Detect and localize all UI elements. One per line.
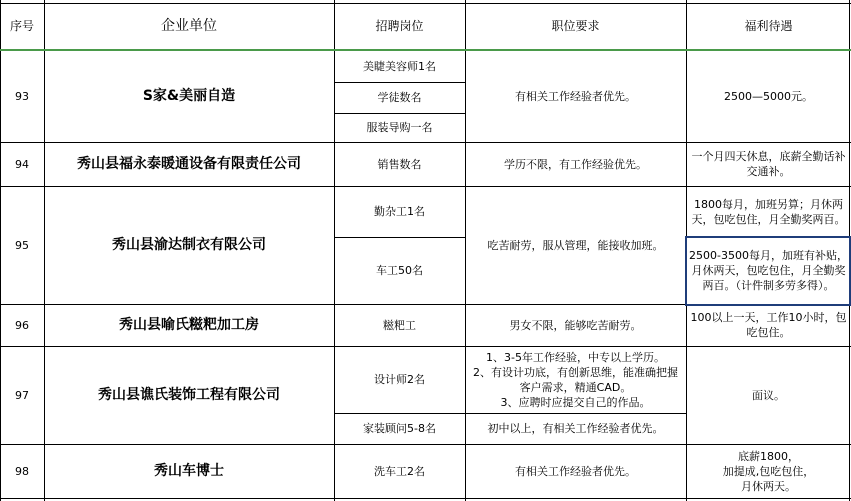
cell-welfare[interactable]: 一个月四天休息，底薪全勤话补交通补。 — [691, 150, 846, 178]
cell-welfare[interactable]: 2500-3500每月，加班有补贴，月休两天，包吃包住，月全勤奖两百。（计件制多劳多得）。 — [689, 249, 848, 292]
grid-line — [0, 186, 851, 187]
cell-requirement[interactable]: 1、3-5年工作经验，中专以上学历。 2、有设计功底，有创新思维，能准确把握客户需求，精通CAD。 3、应聘时应提交自己的作品。 — [473, 350, 678, 409]
cell-company[interactable]: S家&美丽自造 — [142, 88, 236, 104]
header-requirement[interactable]: 职位要求 — [551, 19, 600, 33]
cell-welfare[interactable]: 100以上一天，工作10小时，包吃包住。 — [690, 311, 847, 339]
cell-position[interactable]: 学徒数名 — [377, 91, 422, 104]
grid-line — [334, 413, 686, 414]
grid-line — [0, 444, 851, 445]
grid-line — [334, 113, 465, 114]
header-separator — [0, 49, 851, 51]
cell-requirement[interactable]: 有相关工作经验者优先。 — [515, 464, 636, 478]
cell-company[interactable]: 秀山县渝达制衣有限公司 — [112, 236, 266, 253]
grid-line — [334, 0, 335, 501]
cell-position[interactable]: 销售数名 — [377, 157, 422, 171]
cell-welfare[interactable]: 1800每月，加班另算；月休两天，包吃包住，月全勤奖两百。 — [691, 197, 846, 226]
cell-position[interactable]: 车工50名 — [376, 264, 423, 277]
cell-seq[interactable]: 93 — [15, 90, 29, 103]
header-seq[interactable]: 序号 — [9, 19, 34, 33]
cell-company[interactable]: 秀山县喻氏糍粑加工房 — [119, 316, 259, 333]
cell-seq[interactable]: 97 — [15, 388, 29, 402]
grid-line — [465, 0, 466, 501]
cell-seq[interactable]: 98 — [15, 464, 29, 478]
grid-line — [334, 82, 465, 83]
cell-position[interactable]: 家装顾问5-8名 — [363, 422, 436, 435]
selected-cell-highlight — [685, 236, 851, 306]
cell-seq[interactable]: 94 — [15, 157, 29, 171]
cell-company[interactable]: 秀山车博士 — [154, 462, 224, 479]
cell-position[interactable]: 服装导购一名 — [366, 121, 433, 134]
cell-welfare[interactable]: 2500—5000元。 — [724, 90, 813, 103]
cell-welfare[interactable]: 底薪1800， 加提成,包吃包住， 月休两天。 — [722, 449, 815, 493]
cell-company[interactable]: 秀山县福永泰暖通设备有限责任公司 — [77, 155, 301, 172]
header-company[interactable]: 企业单位 — [161, 18, 217, 34]
grid-line — [0, 3, 851, 4]
grid-line — [0, 498, 851, 499]
cell-seq[interactable]: 96 — [15, 318, 29, 332]
header-welfare[interactable]: 福利待遇 — [744, 19, 793, 33]
header-position[interactable]: 招聘岗位 — [375, 19, 424, 33]
cell-company[interactable]: 秀山县谯氏装饰工程有限公司 — [98, 386, 280, 403]
cell-welfare[interactable]: 面议。 — [752, 388, 785, 402]
grid-line — [0, 142, 851, 143]
cell-position[interactable]: 糍粑工 — [383, 318, 416, 332]
cell-requirement[interactable]: 吃苦耐劳，服从管理，能接收加班。 — [487, 238, 664, 252]
cell-position[interactable]: 勤杂工1名 — [374, 205, 425, 218]
cell-requirement[interactable]: 学历不限，有工作经验优先。 — [504, 157, 647, 171]
cell-position[interactable]: 设计师2名 — [374, 373, 425, 386]
cell-requirement[interactable]: 初中以上，有相关工作经验者优先。 — [487, 422, 664, 435]
grid-line — [0, 346, 851, 347]
cell-position[interactable]: 美睫美容师1名 — [363, 60, 436, 73]
cell-position[interactable]: 洗车工2名 — [374, 464, 425, 478]
cell-requirement[interactable]: 有相关工作经验者优先。 — [515, 90, 636, 103]
grid-line — [0, 0, 1, 501]
cell-seq[interactable]: 95 — [15, 238, 29, 252]
grid-line — [334, 237, 465, 238]
cell-requirement[interactable]: 男女不限，能够吃苦耐劳。 — [509, 318, 642, 332]
grid-line — [44, 0, 45, 501]
